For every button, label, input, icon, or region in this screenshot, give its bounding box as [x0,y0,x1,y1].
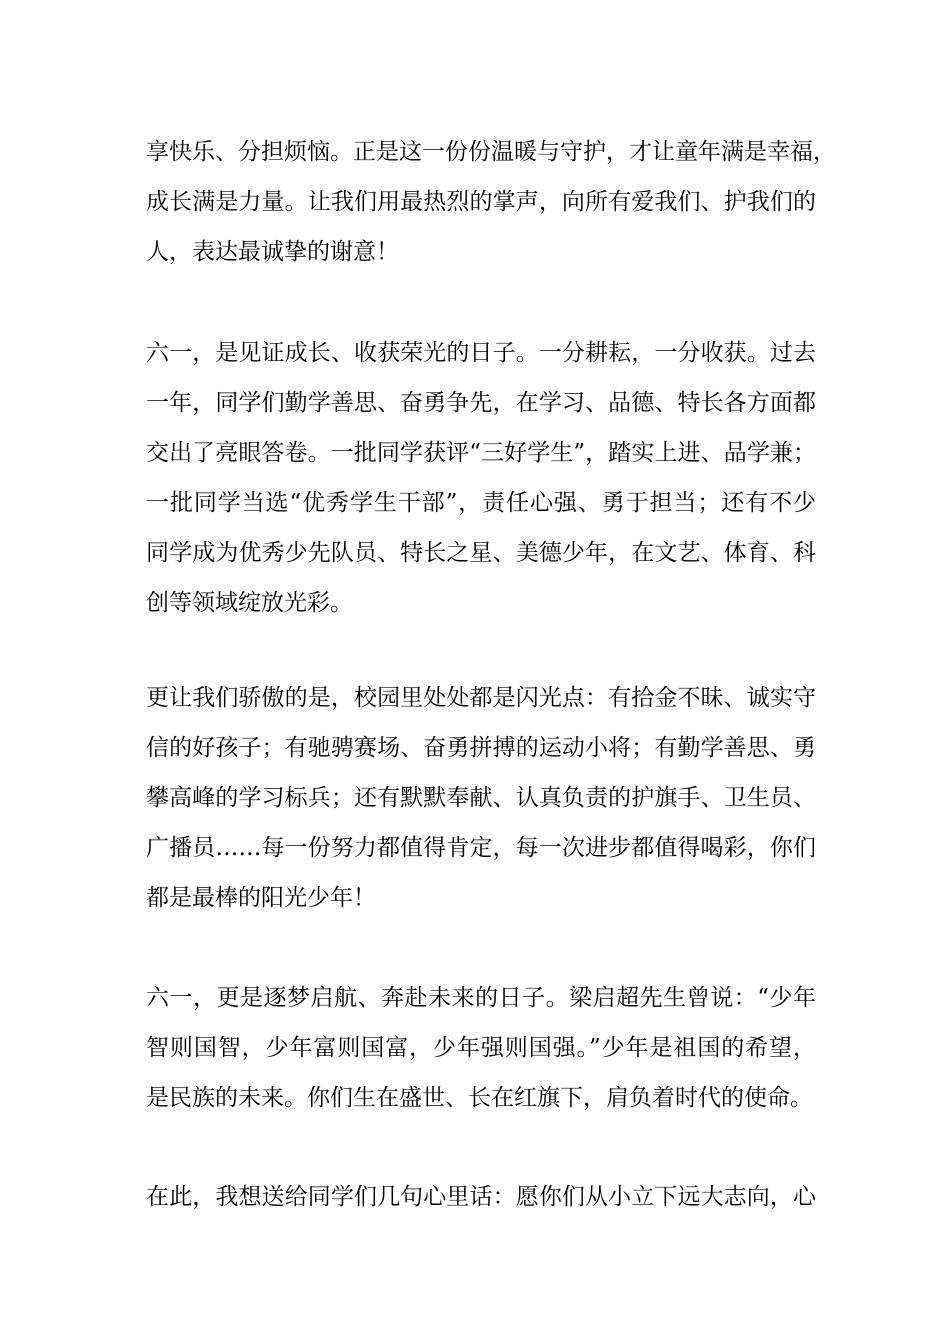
text-line: 六一，更是逐梦启航、奔赴未来的日子。梁启超先生曾说：“少年 [146,985,816,1011]
text-line: 在此，我想送给同学们几句心里话：愿你们从小立下远大志向，心 [146,1184,816,1210]
text-line: 是民族的未来。你们生在盛世、长在红旗下，肩负着时代的使命。 [146,1085,813,1111]
text-line: 人，表达最诚挚的谢意！ [146,239,399,265]
text-line: 成长满是力量。让我们用最热烈的掌声，向所有爱我们、护我们的 [146,189,816,215]
paragraph-wishes [146,1172,816,1222]
text-line: 交出了亮眼答卷。一批同学获评“三好学生”，踏实上进、品学兼； [146,440,816,466]
text-line: 六一，是见证成长、收获荣光的日子。一分耕耘，一分收获。过去 [146,340,816,366]
text-line: 一年，同学们勤学善思、奋勇争先，在学习、品德、特长各方面都 [146,390,816,416]
paragraph-future [146,973,816,1123]
text-line: 同学成为优秀少先队员、特长之星、美德少年，在文艺、体育、科 [146,540,816,566]
paragraph-gratitude [146,127,836,277]
paragraph-highlights [146,673,816,923]
text-line: 一批同学当选“优秀学生干部”，责任心强、勇于担当；还有不少 [146,490,816,516]
text-line: 攀高峰的学习标兵；还有默默奉献、认真负责的护旗手、卫生员、 [146,785,816,811]
text-line: 更让我们骄傲的是，校园里处处都是闪光点：有拾金不昧、诚实守 [146,685,816,711]
text-line: 智则国智，少年富则国富，少年强则国强。”少年是祖国的希望， [146,1035,816,1061]
paragraph-achievements [146,328,816,628]
text-line: 享快乐、分担烦恼。正是这一份份温暖与守护，才让童年满是幸福， [146,139,836,165]
text-line: 都是最棒的阳光少年！ [146,885,376,911]
text-line: 信的好孩子；有驰骋赛场、奋勇拼搏的运动小将；有勤学善思、勇 [146,735,816,761]
text-line: 广播员……每一份努力都值得肯定，每一次进步都值得喝彩，你们 [146,835,816,861]
text-line: 创等领域绽放光彩。 [146,590,353,616]
